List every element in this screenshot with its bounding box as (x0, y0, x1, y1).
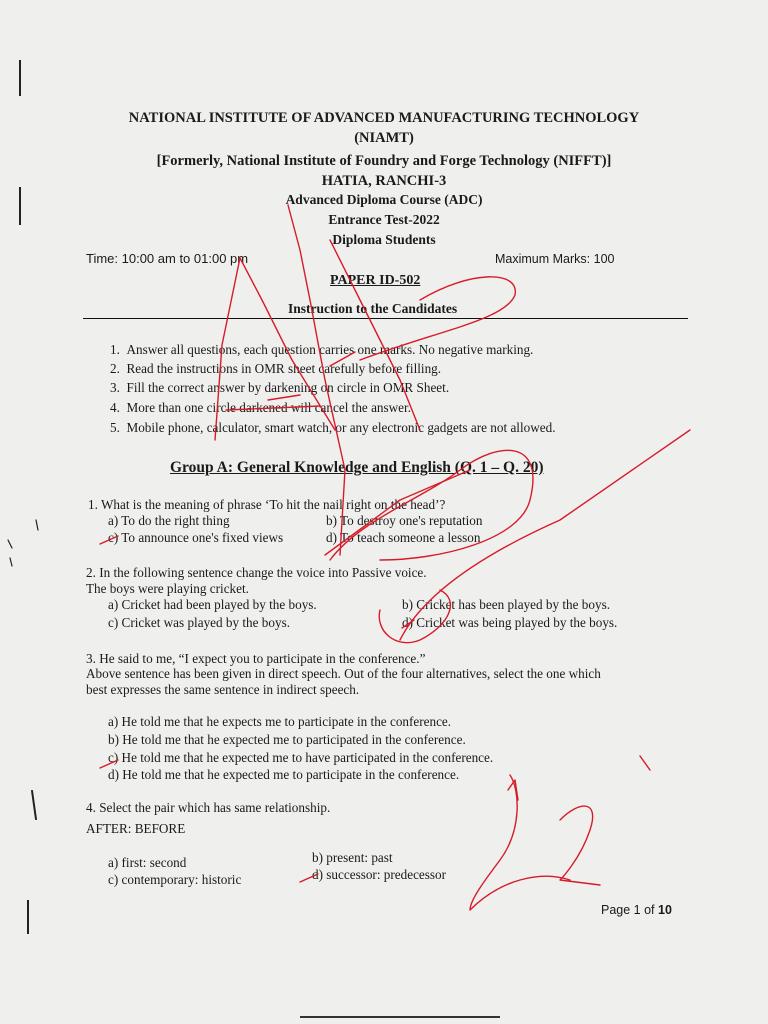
page-prefix: Page (601, 903, 634, 917)
instruction-number: 2. (110, 361, 120, 376)
pen-tick (640, 756, 650, 770)
option-d: d) Cricket was being played by the boys. (402, 615, 618, 630)
pen-stroke (508, 780, 518, 800)
page-of: of (640, 903, 658, 917)
option-d: d) successor: predecessor (312, 867, 447, 882)
question-stem: 4. Select the pair which has same relationship. (86, 800, 331, 815)
test-name: Entrance Test-2022 (328, 212, 440, 227)
exam-time: Time: 10:00 am to 01:00 pm (86, 251, 249, 266)
page-edge (300, 1016, 500, 1018)
paper-id: PAPER ID-502 (330, 273, 421, 288)
margin-scribble (10, 558, 12, 566)
instruction-number: 1. (110, 342, 120, 357)
instruction-text: Mobile phone, calculator, smart watch, or any electronic gadgets are not allowed. (126, 420, 556, 435)
margin-mark (27, 900, 29, 934)
instruction-item (110, 342, 533, 358)
question-stem: 2. In the following sentence change the voice into Passive voice. (86, 565, 427, 580)
margin-scribble (8, 540, 12, 548)
max-marks: Maximum Marks: 100 (495, 252, 615, 266)
margin-mark (31, 790, 37, 820)
instruction-text: More than one circle darkened will cancel the answer. (126, 400, 411, 415)
instruction-item (110, 380, 449, 396)
course-name: Advanced Diploma Course (ADC) (285, 192, 483, 207)
option-a: a) To do the right thing (108, 513, 230, 528)
option-a: a) He told me that he expects me to participate in the conference. (108, 714, 452, 729)
institute-name: NATIONAL INSTITUTE OF ADVANCED MANUFACTURING TECHNOLOGY (128, 110, 640, 126)
instruction-item (110, 400, 411, 416)
option-b: b) He told me that he expected me to participated in the conference. (108, 732, 466, 747)
instruction-text: Answer all questions, each question carries one marks. No negative marking. (126, 342, 534, 357)
group-title: Group A: General Knowledge and English (Q. 1 – Q. 20) (170, 459, 544, 476)
question-sentence: The boys were playing cricket. (86, 581, 249, 596)
option-b: b) To destroy one's reputation (326, 513, 483, 528)
instruction-text: Read the instructions in OMR sheet carefully before filling. (126, 361, 442, 376)
audience: Diploma Students (332, 232, 436, 247)
question-context: best expresses the same sentence in indirect speech. (86, 682, 360, 697)
option-a: a) first: second (108, 855, 187, 870)
option-c: c) contemporary: historic (108, 872, 242, 887)
location: HATIA, RANCHI-3 (321, 173, 447, 189)
pen-stroke (470, 775, 570, 910)
instruction-number: 3. (110, 380, 120, 395)
option-d: d) He told me that he expected me to participate in the conference. (108, 767, 460, 782)
page-number (601, 903, 672, 917)
page-total: 10 (658, 903, 672, 917)
margin-mark (19, 60, 21, 96)
option-d: d) To teach someone a lesson (326, 530, 481, 545)
instruction-number: 5. (110, 420, 120, 435)
institute-abbrev: (NIAMT) (354, 130, 414, 146)
instruction-item (110, 420, 556, 436)
instruction-text: Fill the correct answer by darkening on circle in OMR Sheet. (126, 380, 450, 395)
instruction-title: Instruction to the Candidates (288, 301, 458, 316)
question-context: Above sentence has been given in direct speech. Out of the four alternatives, select the one which (86, 666, 601, 681)
divider (83, 318, 688, 319)
margin-scribble (36, 520, 38, 530)
question-stem: 1. What is the meaning of phrase ‘To hit the nail right on the head’? (88, 497, 446, 512)
instruction-number: 4. (110, 400, 120, 415)
option-c: c) He told me that he expected me to have participated in the conference. (108, 750, 494, 765)
instruction-item (110, 361, 441, 377)
option-c: c) To announce one's fixed views (108, 530, 284, 545)
pen-stroke (560, 806, 600, 885)
option-b: b) present: past (312, 850, 393, 865)
option-c: c) Cricket was played by the boys. (108, 615, 291, 630)
option-b: b) Cricket has been played by the boys. (402, 597, 611, 612)
question-stem: 3. He said to me, “I expect you to participate in the conference.” (86, 651, 426, 666)
formerly-line: [Formerly, National Institute of Foundry and Forge Technology (NIFFT)] (156, 153, 612, 169)
page-current: 1 (633, 903, 641, 917)
question-pair: AFTER: BEFORE (86, 821, 186, 836)
option-a: a) Cricket had been played by the boys. (108, 597, 317, 612)
